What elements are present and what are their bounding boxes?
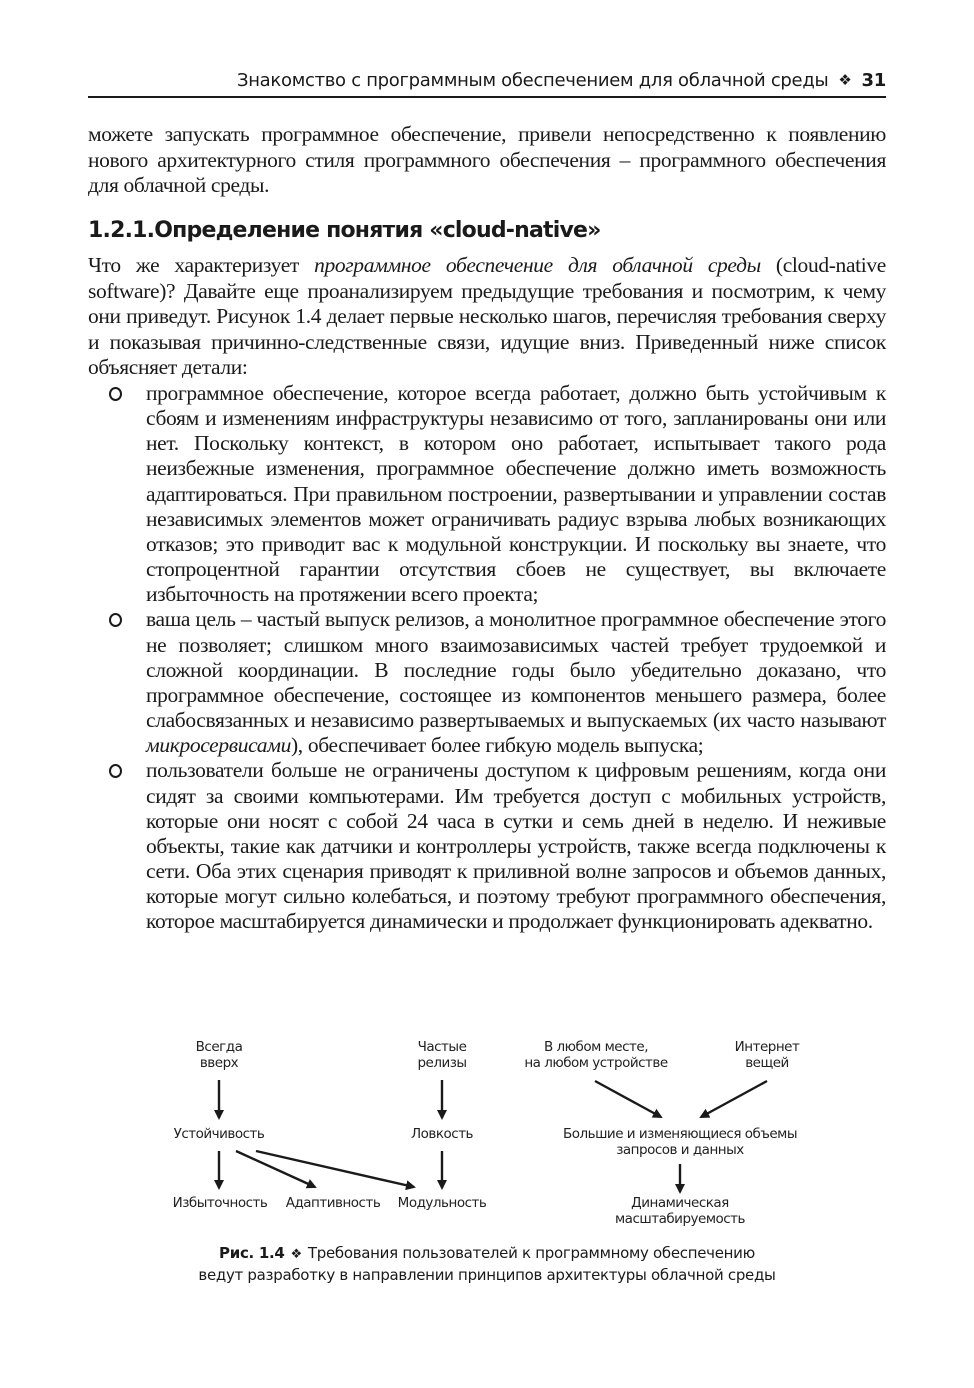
list-item-text: программное обеспечение, которое всегда работает, должно быть устойчивым к сбоям и изменениям инфраструктуры независимо от того, запланированы они или нет. Поскольку контекст, в котором оно работает, испытывает такого рода неизбежные изменения, программное обеспечение должно иметь возможность адаптироваться. При правильном построении, развертывании и управлении состав независимых элементов может ограничивать радиус взрыва любых возникающих отказов; это приводит вас к модульной конструкции. И поскольку вы знаете, что стопроцентной гарантии отсутствия сбоев не существует, вы включаете избыточность на протяжении всего проекта; — [146, 381, 886, 607]
intro-text-continued: (cloud-native software)? Давайте еще проанализируем предыдущие требования и посмотрим, к чему они приведут. Рисунок 1.4 делает первые несколько шагов, перечисляя требования сверху и показывая причинно-следственные связи, идущие вниз. Приведенный ниже список объясняет детали: — [88, 253, 886, 380]
node-line: Частые — [417, 1039, 467, 1055]
node-frequent-releases — [417, 1039, 466, 1071]
list-item — [88, 381, 886, 607]
node-line: запросов и данных — [616, 1142, 744, 1158]
caption-line-2: ведут разработку в направлении принципов архитектуры облачной среды — [198, 1266, 776, 1284]
node-large-volumes — [563, 1126, 797, 1158]
hollow-circle-bullet-icon — [109, 613, 122, 627]
node-modularity: Модульность — [397, 1195, 487, 1211]
section-heading — [88, 218, 601, 243]
running-head — [88, 64, 886, 98]
list-item — [88, 607, 886, 758]
figure-caption — [0, 1243, 974, 1286]
node-adaptability: Адаптивность — [285, 1195, 381, 1211]
intro-paragraph — [88, 253, 886, 381]
intro-text: Что же характеризует — [88, 253, 315, 277]
continuation-paragraph: можете запускать программное обеспечение, привели непосредственно к появлению нового архитектурного стиля программного обеспечения – программного обеспечения для облачной среды. — [88, 122, 886, 198]
figure-label: Рис. 1.4 — [219, 1244, 285, 1262]
hollow-circle-bullet-icon — [109, 387, 122, 401]
node-line: релизы — [417, 1055, 467, 1071]
node-line: Динамическая — [631, 1195, 729, 1211]
arrow-anywhere-to-volumes — [595, 1081, 661, 1117]
requirements-list — [88, 381, 886, 934]
section-number: 1.2.1. — [88, 218, 155, 243]
node-internet-of-things — [735, 1039, 800, 1071]
node-resilience: Устойчивость — [173, 1126, 265, 1142]
node-line: Интернет — [734, 1039, 800, 1055]
node-line: масштабируемость — [614, 1211, 746, 1227]
hollow-circle-bullet-icon — [109, 764, 122, 778]
caption-line-1 — [0, 1243, 974, 1265]
diamond-separator-icon: ❖ — [290, 1247, 302, 1262]
node-line: Всегда — [195, 1039, 243, 1055]
figure-1-4-diagram — [0, 1030, 974, 1250]
list-item-text: ваша цель – частый выпуск релизов, а монолитное программное обеспечение этого не позволяет; слишком много взаимозависимых частей требует трудоемкой и сложной координации. В последние годы было убедительно доказано, что программное обеспечение, состоящее из компонентов меньшего размера, более слабосвязанных и независимо развертываемых и выпускаемых (их часто называют — [146, 607, 886, 733]
list-item — [88, 758, 886, 934]
caption-text: Требования пользователей к программному обеспечению — [307, 1244, 755, 1262]
node-always-up — [196, 1039, 243, 1071]
node-line: В любом месте, — [544, 1039, 648, 1055]
node-line: вверх — [199, 1055, 239, 1071]
diamond-separator-icon: ❖ — [838, 71, 852, 89]
intro-italic-term: программное обеспечение для облачной среды — [314, 253, 761, 277]
list-item-text-continued: ), обеспечивает более гибкую модель выпуска; — [290, 733, 704, 758]
node-line: Большие и изменяющиеся объемы — [562, 1126, 798, 1142]
node-dynamic-scaling — [615, 1195, 745, 1227]
diagram-arrows — [0, 1030, 974, 1250]
list-item-italic-term: микросервисами — [146, 733, 291, 758]
node-line: на любом устройстве — [524, 1055, 668, 1071]
list-item-text: пользователи больше не ограничены доступом к цифровым решениям, когда они сидят за своими компьютерами. Им требуется доступ с мобильных устройств, которые они носят с собой 24 часа в сутки и семь дней в неделю. И неживые объекты, такие как датчики и контроллеры устройств, также всегда подключены к сети. Оба этих сценария приводят к приливной волне запросов и объемов данных, которые могут сильно колебаться, и поэтому требуют программного обеспечения, которое масштабируется динамически и продолжает функционировать адекватно. — [146, 758, 886, 934]
node-anywhere-any-device — [524, 1039, 667, 1071]
arrow-resilience-to-modularity — [256, 1151, 414, 1187]
node-redundancy: Избыточность — [172, 1195, 268, 1211]
node-line: вещей — [745, 1055, 789, 1071]
section-title: Определение понятия «cloud-native» — [154, 218, 601, 243]
node-agility: Ловкость — [410, 1126, 474, 1142]
page-number: 31 — [861, 69, 886, 91]
running-head-title: Знакомство с программным обеспечением для облачной среды — [236, 69, 829, 91]
arrow-iot-to-volumes — [701, 1081, 767, 1117]
